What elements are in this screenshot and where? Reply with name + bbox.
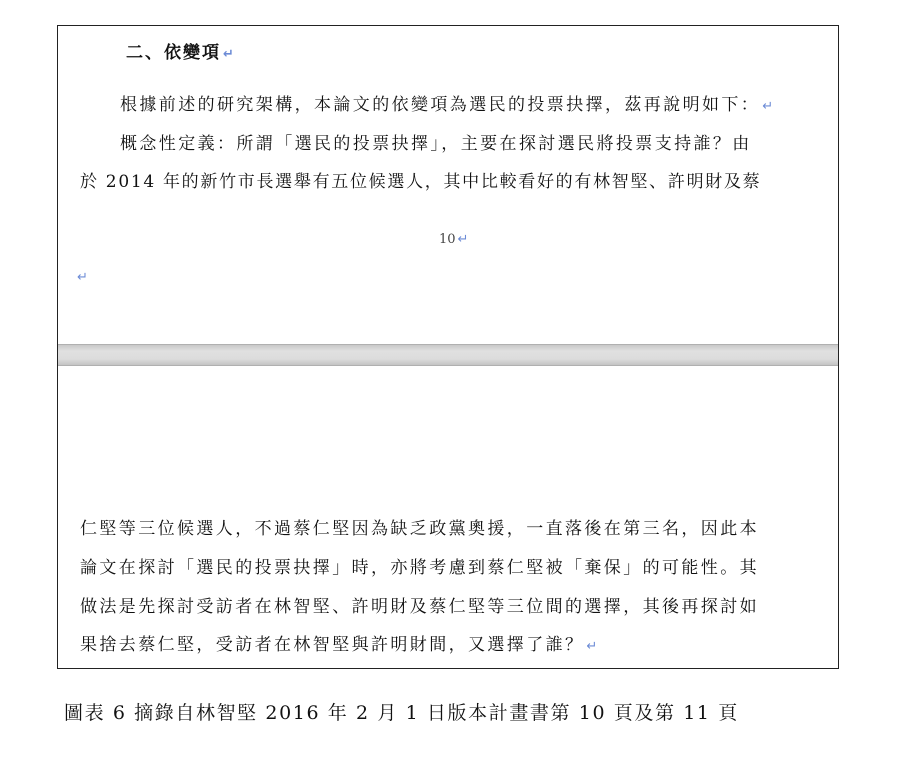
page-number-text: 10: [439, 232, 456, 247]
page2-line-2: [80, 553, 759, 578]
page-number: [439, 232, 468, 247]
paragraph-mark-icon: ↵: [457, 232, 469, 247]
paragraph-mark-icon: ↵: [762, 99, 774, 114]
section-heading: [126, 38, 234, 63]
page2-line-2-text: 論文在探討「選民的投票抉擇」時，亦將考慮到蔡仁堅被「棄保」的可能性。其: [80, 558, 759, 578]
page1-line-2: [120, 129, 752, 154]
empty-paragraph: [75, 266, 88, 285]
page2-line-4: [80, 630, 597, 655]
paragraph-mark-icon: ↵: [223, 47, 234, 62]
paragraph-mark-icon: ↵: [586, 639, 598, 654]
page1-line-3-text: 於 2014 年的新竹市長選舉有五位候選人，其中比較看好的有林智堅、許明財及蔡: [80, 172, 762, 192]
figure-caption: 圖表 6 摘錄自林智堅 2016 年 2 月 1 日版本計畫書第 10 頁及第 11 頁: [64, 702, 739, 724]
document-excerpt-frame: [57, 25, 839, 669]
section-heading-text: 二、依變項: [126, 43, 221, 63]
page2-line-1: [80, 514, 759, 539]
page1-line-2-text: 概念性定義：所謂「選民的投票抉擇」，主要在探討選民將投票支持誰？由: [120, 134, 752, 154]
paragraph-mark-icon: ↵: [77, 270, 88, 285]
page-break-gap: [58, 344, 838, 366]
page1-line-1: [120, 90, 773, 115]
page2-line-3: [80, 592, 759, 617]
page1-line-3: [80, 167, 761, 192]
page2-line-1-text: 仁堅等三位候選人，不過蔡仁堅因為缺乏政黨奧援，一直落後在第三名，因此本: [80, 519, 759, 539]
page2-line-3-text: 做法是先探討受訪者在林智堅、許明財及蔡仁堅等三位間的選擇，其後再探討如: [80, 597, 759, 617]
page1-line-1-text: 根據前述的研究架構，本論文的依變項為選民的投票抉擇，茲再說明如下：: [120, 95, 761, 115]
page2-line-4-text: 果捨去蔡仁堅，受訪者在林智堅與許明財間，又選擇了誰？: [80, 635, 585, 655]
